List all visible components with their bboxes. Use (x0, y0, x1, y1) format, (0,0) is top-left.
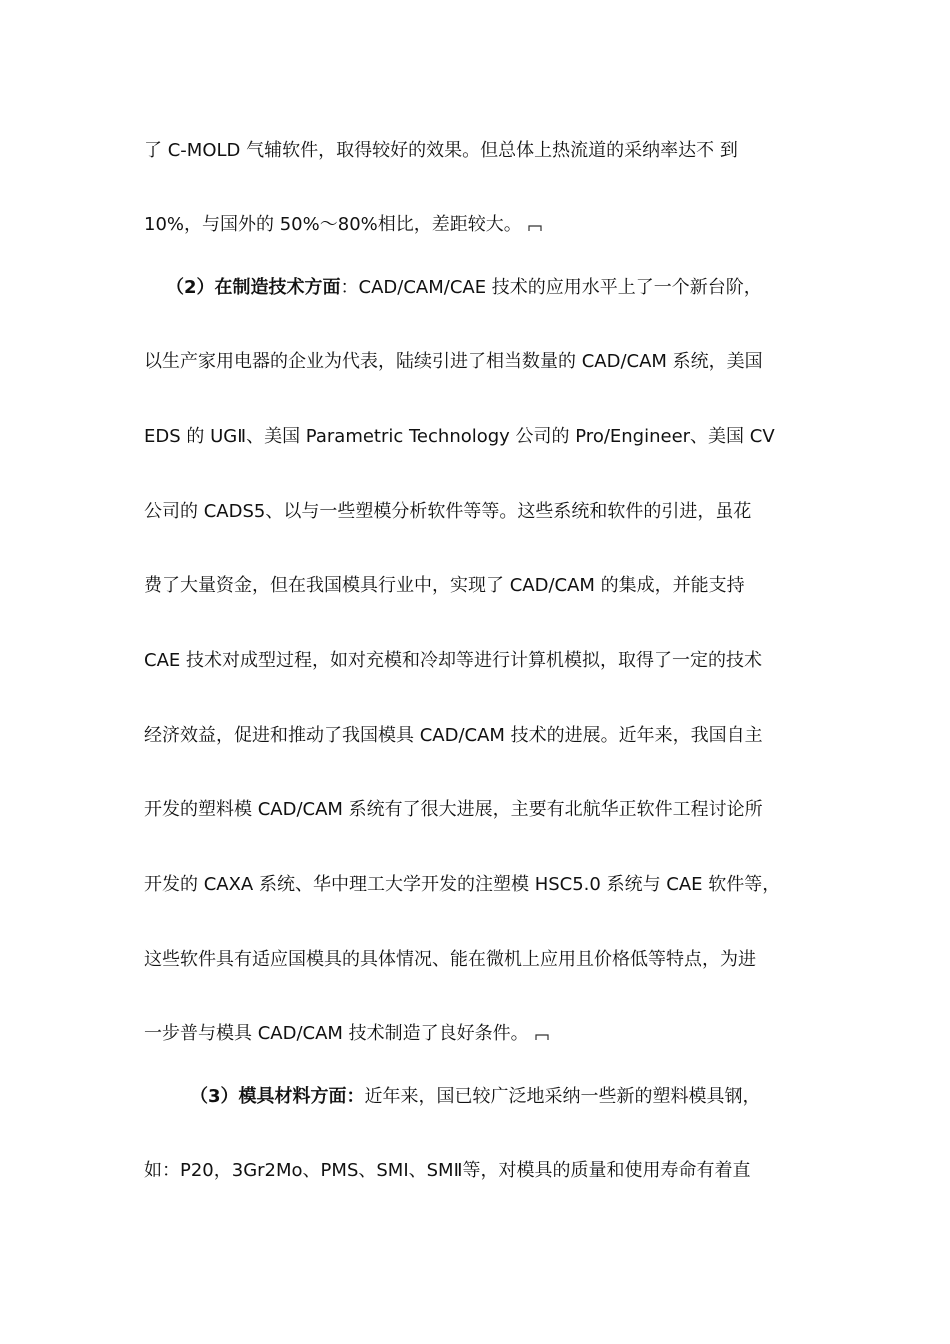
paragraph-mark-icon (535, 1033, 549, 1041)
text-line (144, 724, 763, 748)
paragraph-2-first-line (166, 276, 762, 300)
text-line-content: 以生产家用电器的企业为代表，陆续引进了相当数量的 CAD/CAM 系统，美国 (144, 351, 763, 372)
text-line-content: 10%，与国外的 50%～80%相比，差距较大。 (144, 214, 522, 235)
paragraph-mark-icon (528, 224, 542, 232)
text-line (144, 1159, 750, 1183)
paragraph-3-heading: （3）模具材料方面： (190, 1086, 365, 1107)
text-line-content: 一步普与模具 CAD/CAM 技术制造了良好条件。 (144, 1023, 529, 1044)
text-line (144, 798, 763, 822)
paragraph-2-heading: （2）在制造技术方面 (166, 277, 341, 298)
text-line-content: 这些软件具有适应国模具的具体情况、能在微机上应用且价格低等特点，为进 (144, 949, 756, 970)
text-line-content: 开发的 CAXA 系统、华中理工大学开发的注塑模 HSC5.0 系统与 CAE 软件等， (144, 874, 781, 895)
text-line-content: 经济效益，促进和推动了我国模具 CAD/CAM 技术的进展。近年来，我国自主 (144, 725, 763, 746)
text-line (144, 873, 780, 897)
text-line (144, 213, 542, 237)
text-line (144, 649, 762, 673)
paragraph-2-text: ：CAD/CAM/CAE 技术的应用水平上了一个新台阶， (340, 277, 762, 298)
text-line-content: 公司的 CADS5、以与一些塑模分析软件等等。这些系统和软件的引进，虽花 (144, 501, 752, 522)
text-line (144, 350, 763, 374)
text-line-content: 如：P20，3Gr2Mo、PMS、SMI、SMⅡ等，对模具的质量和使用寿命有着直 (144, 1160, 751, 1181)
paragraph-3-first-line (190, 1085, 761, 1109)
text-line-content: 费了大量资金，但在我国模具行业中，实现了 CAD/CAM 的集成，并能支持 (144, 575, 745, 596)
text-line-content: 了 C-MOLD 气辅软件，取得较好的效果。但总体上热流道的采纳率达不 到 (144, 140, 738, 161)
text-line (144, 948, 756, 972)
text-line (144, 500, 751, 524)
text-line (144, 574, 745, 598)
text-line (144, 139, 738, 163)
text-line-content: EDS 的 UGⅡ、美国 Parametric Technology 公司的 Pro/Engineer、美国 CV (144, 426, 775, 447)
text-line (144, 1022, 549, 1046)
text-line-content: CAE 技术对成型过程，如对充模和冷却等进行计算机模拟，取得了一定的技术 (144, 650, 762, 671)
paragraph-3-text: 近年来，国已较广泛地采纳一些新的塑料模具钢， (364, 1086, 761, 1107)
text-line (144, 425, 775, 449)
text-line-content: 开发的塑料模 CAD/CAM 系统有了很大进展，主要有北航华正软件工程讨论所 (144, 799, 763, 820)
